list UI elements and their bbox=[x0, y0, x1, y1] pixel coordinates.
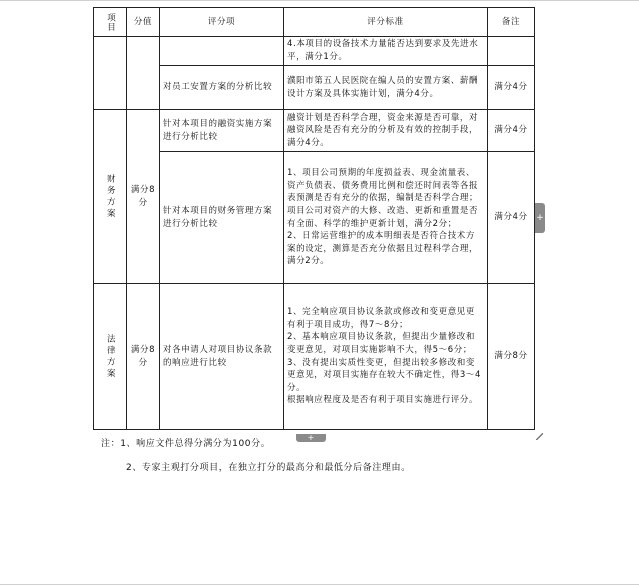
standard-line: 3、没有提出实质性变更，但提出较多修改和变更意见，对项目实施存在较大不确定性，得3～4分。 bbox=[287, 357, 482, 393]
cell-remark bbox=[488, 37, 535, 66]
header-score: 分值 bbox=[127, 8, 160, 37]
cell-remark: 满分4分 bbox=[488, 110, 535, 152]
cell-standard bbox=[284, 284, 488, 430]
cell-standard: 4.本项目的设备技术力量能否达到要求及先进水平，满分1分。 bbox=[284, 37, 488, 66]
add-row-icon[interactable]: + bbox=[296, 434, 326, 442]
table-side-add-icon[interactable]: + bbox=[535, 203, 545, 233]
cell-standard: 濮阳市第五人民医院在编人员的安置方案、薪酬设计方案及具体实施计划，满分4分。 bbox=[284, 66, 488, 110]
cell-remark: 满分8分 bbox=[488, 284, 535, 430]
standard-line: 2、日常运营维护的成本明细表是否符合技术方案的设定，测算是否充分依据且过程科学合理，满分2分。 bbox=[287, 231, 479, 267]
cell-remark: 满分4分 bbox=[488, 66, 535, 110]
cell-criteria: 针对本项目的融资实施方案进行分析比较 bbox=[160, 110, 284, 152]
cell-standard: 融资计划是否科学合理，资金来源是否可靠，对融资风险是否有充分的分析及有效的控制手段，满分4分。 bbox=[284, 110, 488, 152]
cell-criteria: 对员工安置方案的分析比较 bbox=[160, 66, 284, 110]
group-legal-score: 满分8分 bbox=[127, 284, 160, 430]
note-2: 2、专家主观打分项目，在独立打分的最高分和最低分后备注理由。 bbox=[126, 463, 411, 473]
standard-line: 2、基本响应项目协议条款，但提出少量修改和变更意见，对项目实施影响不大，得5～6分； bbox=[287, 332, 476, 355]
cell-criteria: 对各申请人对项目协议条款的响应进行比较 bbox=[160, 284, 284, 430]
standard-line: 根据响应程度及是否有利于项目实施进行评分。 bbox=[287, 395, 479, 406]
cell-criteria: 针对本项目的财务管理方案进行分析比较 bbox=[160, 152, 284, 284]
group-finance-score: 满分8分 bbox=[127, 110, 160, 284]
cell-standard bbox=[284, 152, 488, 284]
cell-empty bbox=[94, 37, 127, 110]
table-row bbox=[94, 37, 535, 66]
cell-remark: 满分4分 bbox=[488, 152, 535, 284]
group-finance-name: 财务方案 bbox=[94, 110, 127, 284]
table-header-row bbox=[94, 8, 535, 37]
standard-line: 1、完全响应项目协议条款或修改和变更意见更有利于项目成功，得7～8分； bbox=[287, 307, 476, 330]
table-row bbox=[94, 152, 535, 284]
header-criteria-item: 评分项 bbox=[160, 8, 284, 37]
note-1: 注：1、响应文件总得分满分为100分。 bbox=[101, 439, 271, 449]
header-criteria-standard: 评分标准 bbox=[284, 8, 488, 37]
page-top-edge bbox=[0, 0, 639, 1]
table-row bbox=[94, 110, 535, 152]
table-row bbox=[94, 284, 535, 430]
header-remarks: 备注 bbox=[488, 8, 535, 37]
cell-empty bbox=[127, 37, 160, 110]
cell-empty bbox=[160, 37, 284, 66]
table-resize-handle[interactable] bbox=[536, 433, 543, 440]
scoring-table bbox=[93, 7, 535, 430]
table-row bbox=[94, 66, 535, 110]
group-legal-name: 法律方案 bbox=[94, 284, 127, 430]
standard-line: 1、项目公司预期的年度损益表、现金流量表、资产负债表、债务费用比例和偿还时间表等各报表预测是否有充分的依据，编制是否科学合理；项目公司对资产的大修、改造、更新和重置是否有全面、科学的维护更新计划，满分2分； bbox=[287, 168, 479, 229]
header-item: 项目 bbox=[94, 8, 127, 37]
